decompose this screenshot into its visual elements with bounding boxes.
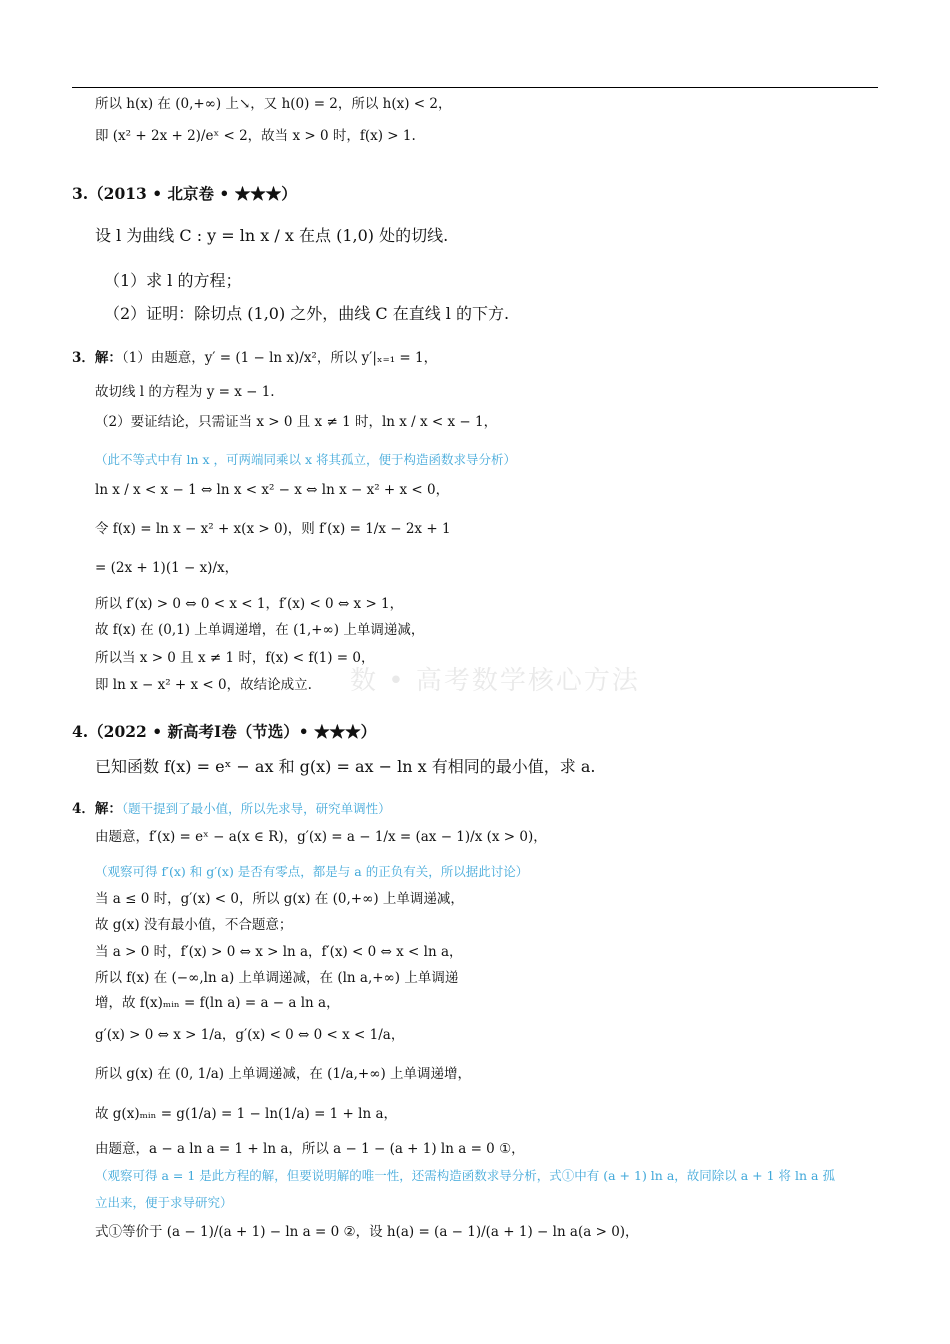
text-line: （1）由题意，y′ = (1 − ln x)/x²，所以 y′|ₓ₌₁ = 1， [121,350,438,366]
teacher-note: 立出来，便于求导研究） [95,1195,233,1210]
text-line: 所以 g(x) 在 (0, 1/a) 上单调递减，在 (1/a,+∞) 上单调递增， [95,1066,471,1082]
problem-3-stem: 设 l 为曲线 C : y = ln x / x 在点 (1,0) 处的切线. [95,226,449,245]
text-line: 即 ln x − x² + x < 0，故结论成立. [95,677,312,693]
text-line: 当 a ≤ 0 时，g′(x) < 0，所以 g(x) 在 (0,+∞) 上单调递减， [95,891,464,907]
text-line: 所以 f(x) 在 (−∞,ln a) 上单调递减，在 (ln a,+∞) 上单调递 [95,970,459,986]
solution-3-label: 3．解： [72,350,122,366]
text-line: 令 f(x) = ln x − x² + x(x > 0)，则 f′(x) = 1/x − 2x + 1 [95,521,451,537]
text-line: 增，故 f(x)ₘᵢₙ = f(ln a) = a − a ln a， [95,995,340,1011]
solution-4 [72,801,391,817]
teacher-note: （观察可得 a = 1 是此方程的解，但要说明解的唯一性，还需构造函数求导分析，式①中有 (a + 1) ln a，故同除以 a + 1 将 ln a 孤 [95,1168,835,1183]
text-line: 故 g(x)ₘᵢₙ = g(1/a) = 1 − ln(1/a) = 1 + ln a， [95,1106,398,1122]
text-line: g′(x) > 0 ⇔ x > 1/a，g′(x) < 0 ⇔ 0 < x < 1/a， [95,1027,405,1043]
text-line: 由题意，a − a ln a = 1 + ln a，所以 a − 1 − (a + 1) ln a = 0 ①， [95,1141,525,1157]
text-line: = (2x + 1)(1 − x)/x， [95,560,239,576]
header-rule [72,87,878,88]
teacher-note: （题干提到了最小值，所以先求导，研究单调性） [121,801,391,816]
text-line: 故切线 l 的方程为 y = x − 1. [95,384,275,400]
text-line: 所以当 x > 0 且 x ≠ 1 时，f(x) < f(1) = 0， [95,650,375,666]
text-line: （2）要证结论，只需证当 x > 0 且 x ≠ 1 时，ln x / x < x − 1， [95,414,498,430]
text-line: 由题意，f′(x) = eˣ − a(x ∈ R)，g′(x) = a − 1/x = (ax − 1)/x (x > 0)， [95,829,547,845]
watermark: 数 • 高考数学核心方法 [350,666,640,696]
solution-3 [72,350,437,366]
problem-3-q2: （2）证明：除切点 (1,0) 之外，曲线 C 在直线 l 的下方. [104,304,510,323]
text-line: 故 g(x) 没有最小值，不合题意； [95,917,293,933]
problem-4-header: 4.（2022 • 新高考Ⅰ卷（节选）• ★★★） [72,722,377,741]
text-line: 所以 f′(x) > 0 ⇔ 0 < x < 1，f′(x) < 0 ⇔ x > 1， [95,596,404,612]
text-line: 故 f(x) 在 (0,1) 上单调递增，在 (1,+∞) 上单调递减， [95,622,425,638]
text-line: 所以 h(x) 在 (0,+∞) 上↘，又 h(0) = 2，所以 h(x) < 2， [95,96,452,112]
text-line: ln x / x < x − 1 ⇔ ln x < x² − x ⇔ ln x − x² + x < 0， [95,482,450,498]
problem-3-q1: （1）求 l 的方程； [104,271,242,290]
problem-3-header: 3.（2013 • 北京卷 • ★★★） [72,184,297,203]
solution-4-label: 4．解： [72,801,122,817]
teacher-note: （此不等式中有 ln x ，可两端同乘以 x 将其孤立，便于构造函数求导分析） [95,452,517,467]
text-line: 式①等价于 (a − 1)/(a + 1) − ln a = 0 ②，设 h(a) = (a − 1)/(a + 1) − ln a(a > 0)， [95,1224,639,1240]
teacher-note: （观察可得 f′(x) 和 g′(x) 是否有零点，都是与 a 的正负有关，所以据此讨论） [95,864,529,879]
problem-4-stem: 已知函数 f(x) = eˣ − ax 和 g(x) = ax − ln x 有相同的最小值，求 a. [95,757,596,776]
text-line: 当 a > 0 时，f′(x) > 0 ⇔ x > ln a，f′(x) < 0 ⇔ x < ln a， [95,944,463,960]
text-line: 即 (x² + 2x + 2)/eˣ < 2，故当 x > 0 时，f(x) > 1. [95,128,416,144]
